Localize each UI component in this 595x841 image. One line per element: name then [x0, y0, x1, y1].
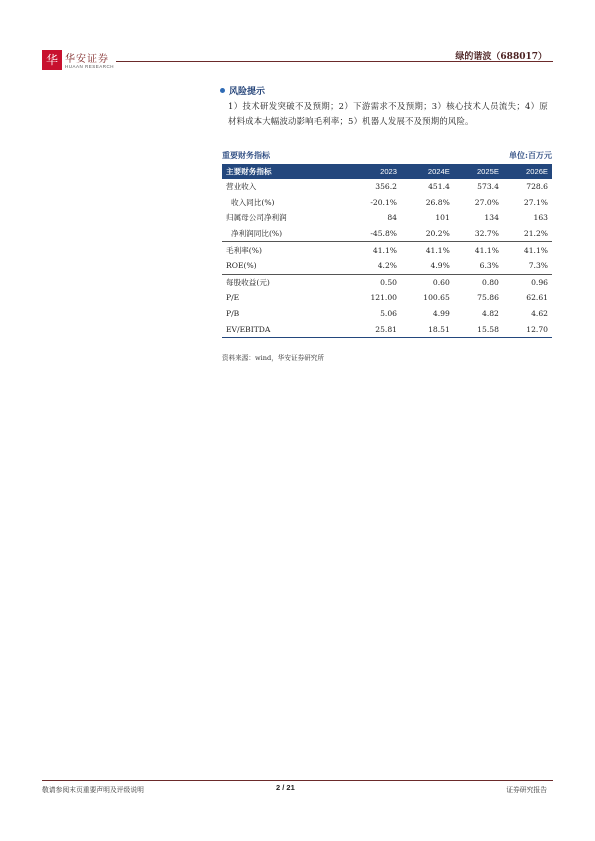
table-cell: 27.0%: [474, 197, 499, 207]
row-label: 毛利率(%): [222, 242, 348, 258]
row-label: 营业收入: [226, 182, 257, 192]
table-caption-unit: 单位:百万元: [509, 150, 552, 160]
table-cell: 134: [484, 213, 499, 223]
table-caption: [222, 150, 552, 162]
footer-report-type: 证券研究报告: [506, 786, 547, 794]
table-cell: 4.62: [531, 309, 548, 319]
table-row: [222, 258, 552, 274]
risk-heading: [220, 84, 265, 97]
table-cell: 4.9%: [430, 261, 450, 271]
table-cell: -45.8%: [370, 229, 398, 239]
table-cell: 75.86: [477, 293, 499, 303]
column-header: 2026E: [503, 164, 552, 179]
row-label: 收入同比(%): [231, 197, 275, 207]
footer-divider: [42, 780, 553, 781]
table-cell: 6.3%: [479, 261, 499, 271]
table-cell: 25.81: [348, 321, 401, 337]
column-header: 2024E: [401, 164, 454, 179]
header-divider: [116, 61, 553, 62]
table-row: [222, 321, 552, 337]
table-cell: 21.2%: [523, 229, 548, 239]
table-row: [222, 274, 552, 290]
row-label: P/E: [226, 293, 240, 303]
risk-heading-text: 风险提示: [229, 87, 266, 97]
table-cell: 0.96: [503, 274, 552, 290]
row-label: 每股收益(元): [222, 274, 348, 290]
table-cell: 0.50: [348, 274, 401, 290]
table-cell: 163: [533, 213, 548, 223]
table-row: [222, 242, 552, 258]
table-cell: 100.65: [423, 293, 450, 303]
table-cell: 7.3%: [528, 261, 548, 271]
table-cell: 121.00: [370, 293, 398, 303]
table-cell: 4.99: [432, 309, 450, 319]
table-cell: 32.7%: [474, 229, 499, 239]
table-cell: 356.2: [375, 182, 398, 192]
logo-name: 华安证券: [65, 54, 109, 65]
row-label: 归属母公司净利润: [226, 213, 287, 223]
table-row: [222, 306, 552, 322]
table-cell: 41.1%: [401, 242, 454, 258]
table-cell: 41.1%: [503, 242, 552, 258]
table-row: [222, 290, 552, 306]
table-cell: 5.06: [380, 309, 398, 319]
row-label: EV/EBITDA: [222, 321, 348, 337]
table-cell: 451.4: [428, 182, 450, 192]
table-caption-title: 重要财务指标: [222, 150, 270, 160]
table-cell: 18.51: [401, 321, 454, 337]
table-cell: 62.61: [526, 293, 548, 303]
table-cell: 4.2%: [377, 261, 398, 271]
column-header: 2025E: [454, 164, 503, 179]
table-row: [222, 195, 552, 211]
row-label: ROE(%): [226, 261, 257, 271]
column-header: 主要财务指标: [222, 164, 348, 179]
row-label: 净利润同比(%): [231, 229, 283, 239]
table-cell: 27.1%: [523, 197, 548, 207]
table-cell: 0.80: [454, 274, 503, 290]
table-row: [222, 179, 552, 195]
table-cell: 4.82: [481, 309, 499, 319]
table-row: [222, 210, 552, 226]
table-cell: 101: [435, 213, 450, 223]
footer-disclaimer: 敬请参阅末页重要声明及评级说明: [42, 786, 144, 794]
financial-table: [222, 164, 552, 338]
table-source-note: 资料来源：wind，华安证券研究所: [222, 354, 324, 362]
table-cell: 41.1%: [454, 242, 503, 258]
logo-english-name: HUAAN RESEARCH: [65, 64, 115, 69]
table-row: [222, 226, 552, 242]
table-cell: -20.1%: [370, 197, 398, 207]
table-cell: 12.70: [503, 321, 552, 337]
column-header: 2023: [348, 164, 401, 179]
table-cell: 573.4: [477, 182, 499, 192]
table-header-row: [222, 164, 552, 179]
report-company-title: 绿的谐波（688017）: [455, 52, 547, 62]
table-cell: 15.58: [454, 321, 503, 337]
huaan-logo-icon: 华: [42, 50, 62, 70]
table-cell: 26.8%: [425, 197, 450, 207]
page-number: 2 / 21: [276, 783, 295, 792]
table-cell: 41.1%: [348, 242, 401, 258]
row-label: P/B: [226, 309, 240, 319]
table-cell: 0.60: [401, 274, 454, 290]
table-cell: 728.6: [526, 182, 548, 192]
risk-text: 1）技术研发突破不及预期；2）下游需求不及预期；3）核心技术人员流失；4）原材料成本大幅波动影响毛利率；5）机器人发展不及预期的风险。: [228, 101, 548, 126]
bullet-icon: [220, 88, 225, 93]
table-cell: 84: [387, 213, 398, 223]
table-cell: 20.2%: [425, 229, 450, 239]
